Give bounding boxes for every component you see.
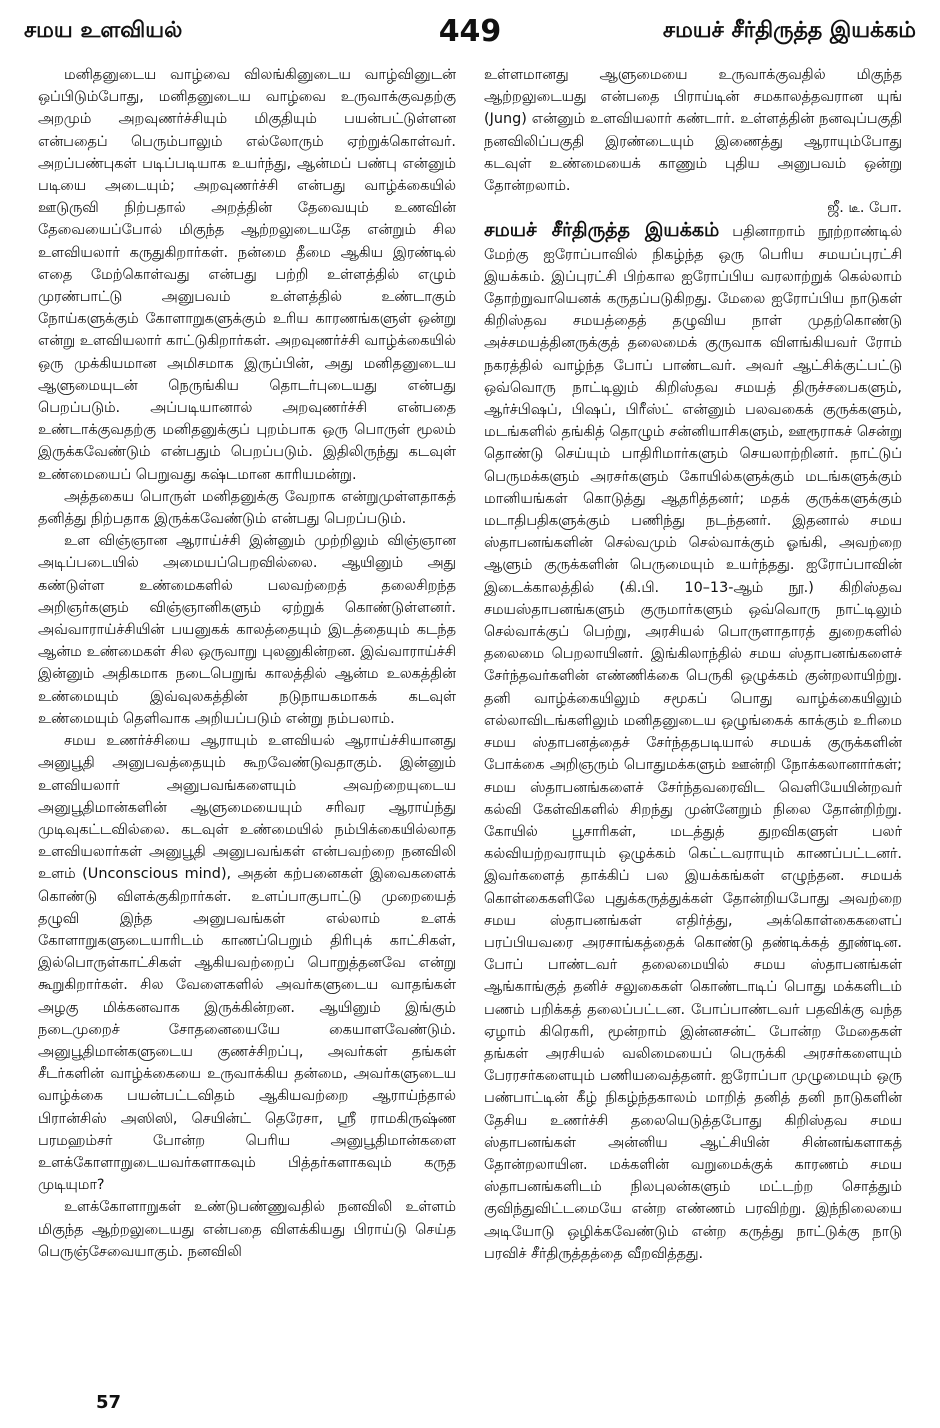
paragraph: உளக்கோளாறுகள் உண்டுபண்ணுவதில் நனவிலி உள்ளம் மிகுந்த ஆற்றலுடையது என்பதை விளக்கியது பிராய்டு செய்த பெருஞ்சேவையாகும். நனவிலி xyxy=(38,1199,456,1260)
page-number: 449 xyxy=(438,14,502,49)
signature-mark: 57 xyxy=(96,1392,122,1413)
running-head-right: சமயச் சீர்திருத்த இயக்கம் xyxy=(662,18,916,43)
paragraph: உள விஞ்ஞான ஆராய்ச்சி இன்னும் முற்றிலும் விஞ்ஞான அடிப்படையில் அமையப்பெறவில்லை. ஆயினும் அது கண்டுள்ள உண்மைகளில் பலவற்றைத் தலைசிறந்த அறிஞர்களும் விஞ்ஞானிகளும் ஏற்றுக் கொண்டுள்ளனர். அவ்வாராய்ச்சியின் பயனுகக் காலத்தையும் இடத்தையும் கடந்த ஆன்ம உண்மைகள் சில ஒருவாறு புலனுகின்றன. இவ்வாராய்ச்சி இன்னும் அதிகமாக நடைபெறுங் காலத்தில் ஆன்ம உலகத்தின் உண்மையும் இவ்வுலகத்தின் நடுநாயகமாகக் கடவுள் உண்மையும் தெளிவாக அறியப்படும் என்று நம்பலாம். xyxy=(38,533,456,727)
article-text: பதினாறாம் நூற்றாண்டில் மேற்கு ஐரோப்பாவில் நிகழ்ந்த ஒரு பெரிய சமயப்புரட்சி இயக்கம். இப்புரட்சி பிற்கால ஐரோப்பிய வரலாற்றுக் கெல்லாம் தோற்றுவாயெனக் கருதப்படுகிறது. மேலை ஐரோப்பிய நாடுகள் கிறிஸ்தவ சமயத்தைத் தழுவிய நாள் முதற்கொண்டு அச்சமயத்தினருக்குத் தலைமைக் குருவாக விளங்கியவர் ரோம் நகரத்தில் வாழ்ந்த போப் பாண்டவர். அவர் ஆட்சிக்குட்பட்டு ஒவ்வொரு நாட்டிலும் கிறிஸ்தவ சமயத் திருச்சபைகளும், ஆர்ச்பிஷப், பிஷப், பிரீஸ்ட் என்னும் பலவகைக் குருக்களும், மடங்களில் தங்கித் தொழும் சன்னியாசிகளும், ஊரூராகச் சென்று தொண்டு செய்யும் பாதிரிமார்களும் செயலாற்றினர். நாட்டுப் பெருமக்களும் அரசர்களும் கோயில்களுக்கும் மடங்களுக்கும் மானியங்கள் கொடுத்து ஆதரித்தனர்; மதக் குருக்களுக்கும் மடாதிபதிகளுக்கும் பணிந்து நடந்தனர். இதனால் சமய ஸ்தாபனங்களின் செல்வமும் செல்வாக்கும் ஓங்கி, அவற்றை ஆளும் குருக்களின் பெருமையும் உயர்ந்தது. ஐரோப்பாவின் இடைக்காலத்தில் (கி.பி. 10–13-ஆம் நூ.) கிறிஸ்தவ சமயஸ்தாபனங்களும் குருமார்களும் ஒவ்வொரு நாட்டிலும் செல்வாக்குப் பெற்று, அரசியல் பொருளாதாரத் துறைகளில் தலைமை பெறலாயினர். இங்கிலாந்தில் சமய ஸ்தாபனங்களைச் சேர்ந்தவர்களின் எண்ணிக்கை பெருகி ஒழுக்கம் குன்றலாயிற்று. தனி வாழ்க்கையிலும் சமூகப் பொது வாழ்க்கையிலும் எல்லாவிடங்களிலும் மனிதனுடைய ஒழுங்கைக் காக்கும் உரிமை சமய ஸ்தாபனத்தைச் சேர்ந்ததபடியால் சமயக் குருக்களின் போக்கை அறிஞரும் பொதுமக்களும் ஊன்றி நோக்கலானார்கள்; சமய ஸ்தாபனங்களைச் சேர்ந்தவரைவிட வெளியேயின்றவர் கல்வி கேள்விகளில் சிறந்து முன்னேறும் நிலை தோன்றிற்று. கோயில் பூசாரிகள், மடத்துத் துறவிகளுள் பலர் கல்வியற்றவராயும் ஒழுக்கம் கெட்டவராயும் காணப்பட்டனர். இவர்களைத் தாக்கிப் பல இயக்கங்கள் எழுந்தன. சமயக் கொள்கைகளிலே புதுக்கருத்துக்கள் தோன்றியபோது அவற்றை சமய ஸ்தாபனங்கள் எதிர்த்து, அக்கொள்கைகளைப் பரப்பியவரை அரசாங்கத்தைக் கொண்டு தண்டிக்கத் தூண்டின. போப் பாண்டவர் தலைமையில் சமய ஸ்தாபனங்கள் ஆங்காங்குத் தனிச் சலுகைகள் கொண்டாடிப் பொது மக்களிடம் பணம் பறிக்கத் தலைப்பட்டன. போப்பாண்டவர் பதவிக்கு வந்த ஏழாம் கிரெகரி, மூன்றாம் இன்னசன்ட் போன்ற மேதைகள் தங்கள் அரசியல் வலிமையைப் பெருக்கி அரசர்களையும் பேரரசர்களையும் பணியவைத்தனர். ஐரோப்பா முழுமையும் ஒரு பண்பாட்டின் கீழ் நிகழ்ந்தகாலம் மாறித் தனித் தனி நாடுகளின் தேசிய உணர்ச்சி தலையெடுத்தபோது கிறிஸ்தவ சமய ஸ்தாபனங்கள் அன்னிய ஆட்சியின் சின்னங்களாகத் தோன்றலாயின. மக்களின் வறுமைக்குக் காரணம் சமய ஸ்தாபனங்களிடம் நிலபுலன்களும் மட்டற்ற சொத்தும் குவிந்துவிட்டமையே என்ற எண்ணம் பரவிற்று. இந்நிலையை அடியோடு ஒழிக்கவேண்டும் என்ற கருத்து நாட்டுக்கு நாடு பரவிச் சீர்திருத்தத்தை வீறவித்தது. xyxy=(484,224,902,1262)
left-column xyxy=(38,64,456,1364)
running-head-left: சமய உளவியல் xyxy=(24,18,183,43)
paragraph: சமய உணர்ச்சியை ஆராயும் உளவியல் ஆராய்ச்சியானது அனுபூதி அனுபவத்தையும் கூறவேண்டுவதாகும். இன்னும் உளவியலார் அனுபவங்களையும் அவற்றையுடைய அனுபூதிமான்களின் ஆளுமையையும் சரிவர ஆராய்ந்து முடிவுகட்டவில்லை. கடவுள் உண்மையில் நம்பிக்கையில்லாத உளவியலார்கள் அனுபூதி அனுபவங்கள் என்பவற்றை நனவிலி உளம் (Unconscious mind), அதன் கற்பனைகள் இவைகளைக் கொண்டு விளக்குகிறார்கள். உளப்பாகுபாட்டு முறையைத் தழுவி இந்த அனுபவங்கள் எல்லாம் உளக் கோளாறுகளுடையாரிடம் காணப்பெறும் திரிபுக் காட்சிகள், இல்பொருள்காட்சிகள் ஆகியவற்றைப் பொறுத்தனவே என்று கூறுகிறார்கள். சில வேளைகளில் அவர்களுடைய வாதங்கள் அழகு மிக்கனவாக இருக்கின்றன. ஆயினும் இங்கும் நடைமுறைச் சோதனையையே கையாளவேண்டும். அனுபூதிமான்களுடைய குணச்சிறப்பு, அவர்கள் தங்கள் சீடர்களின் வாழ்க்கையை உருவாக்கிய தன்மை, அவர்களுடைய வாழ்க்கை பயன்பட்டவிதம் ஆகியவற்றை ஆராய்ந்தால் பிரான்சிஸ் அஸிஸி, செயின்ட் தெரேசா, ஸ்ரீ ராமகிருஷ்ண பரமஹம்சர் போன்ற பெரிய அனுபூதிமான்களை உளக்கோளாறுடையவர்களாகவும் பித்தர்களாகவும் கருத முடியுமா? xyxy=(38,733,456,1194)
right-column xyxy=(484,64,902,1364)
article-headword: சமயச் சீர்திருத்த இயக்கம் xyxy=(484,219,720,242)
paragraph: மனிதனுடைய வாழ்வை விலங்கினுடைய வாழ்வினுடன் ஒப்பிடும்போது, மனிதனுடைய வாழ்வை உருவாக்குவதற்கு அறமும் அறவுணர்ச்சியும் மிகுதியும் பயன்பட்டுள்ளன என்பதைப் பெரும்பாலும் எல்லோரும் ஏற்றுக்கொள்வர். அறப்பண்புகள் படிப்படியாக உயர்ந்து, ஆன்மப் பண்பு என்னும் படியை அடையும்; அறவுணர்ச்சி என்பது வாழ்க்கையில் ஊடுருவி நிற்பதால் அறத்தின் தேவையும் உணவின் தேவையைப்போல் மிகுந்த ஆற்றலுடையதே என்றும் சில உளவியலார் கருதுகிறார்கள். நன்மை தீமை ஆகிய இரண்டில் எதை மேற்கொள்வது என்பது பற்றி உள்ளத்தில் எழும் முரண்பாட்டு அனுபவம் உள்ளத்தில் உண்டாகும் நோய்களுக்கும் கோளாறுகளுக்கும் உரிய காரணங்களுள் ஒன்று என்று உளவியலார் காட்டுகிறார்கள். அறவுணர்ச்சி வாழ்க்கையில் ஒரு முக்கியமான அமிசமாக இருப்பின், அது மனிதனுடைய ஆளுமையுடன் நெருங்கிய தொடர்புடையது என்பது பெறப்படும். அப்படியானால் அறவுணர்ச்சி என்பதை உண்டாக்குவதற்கு மனிதனுக்குப் புறம்பாக ஒரு பொருள் மூலம் இருக்கவேண்டும் என்பதும் பெறப்படும். இதிலிருந்து கடவுள் உண்மையைப் பெறுவது கஷ்டமான காரியமன்று. xyxy=(38,67,456,483)
author-signature: ஜீ. டீ. போ. xyxy=(827,200,902,217)
page-header xyxy=(24,14,916,54)
paragraph: அத்தகைய பொருள் மனிதனுக்கு வேறாக என்றுமுள்ளதாகத் தனித்து நிற்பதாக இருக்கவேண்டும் என்பது பெறப்படும். xyxy=(38,488,456,528)
continued-paragraph: உள்ளமானது ஆளுமையை உருவாக்குவதில் மிகுந்த ஆற்றலுடையது என்பதை பிராய்டின் சமகாலத்தவரான யுங் (Jung) என்னும் உளவியலார் கண்டார். உள்ளத்தின் நனவுப்பகுதி நனவிலிப்பகுதி இரண்டையும் இணைத்து ஆராயும்போது கடவுள் உண்மையைக் காணும் புதிய அனுபவம் ஒன்று தோன்றலாம். xyxy=(484,67,902,195)
article-opening xyxy=(484,219,902,1265)
